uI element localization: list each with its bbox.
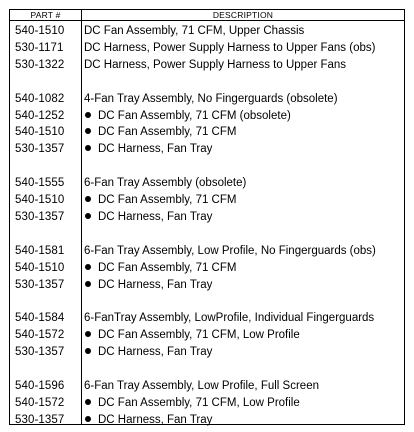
table-row bbox=[10, 395, 404, 411]
part-description-cell bbox=[84, 209, 402, 225]
part-number: 540-1510 bbox=[15, 261, 65, 274]
part-description-cell bbox=[84, 57, 402, 73]
part-description-cell bbox=[84, 378, 402, 394]
bullet-icon bbox=[85, 264, 91, 270]
table-row bbox=[10, 175, 404, 191]
bullet-icon bbox=[85, 348, 91, 354]
table-row bbox=[10, 344, 404, 360]
table-row bbox=[10, 91, 404, 107]
bullet-icon bbox=[85, 112, 91, 118]
part-number: 540-1510 bbox=[15, 194, 65, 206]
part-description-cell bbox=[84, 260, 402, 276]
part-description: DC Harness, Power Supply Harness to Upper Fans (obs) bbox=[84, 41, 376, 54]
part-description: DC Harness, Fan Tray bbox=[98, 346, 213, 359]
table-row bbox=[10, 260, 404, 276]
part-description: DC Fan Assembly, 71 CFM bbox=[98, 261, 237, 274]
part-number: 540-1572 bbox=[15, 396, 65, 409]
part-description-cell bbox=[84, 192, 402, 208]
part-description-cell bbox=[84, 91, 402, 107]
bullet-icon bbox=[85, 145, 91, 151]
part-description-cell bbox=[84, 327, 402, 343]
part-description: 6-Fan Tray Assembly (obsolete) bbox=[84, 177, 247, 190]
part-description: 6-FanTray Assembly, LowProfile, Individual Fingerguards bbox=[84, 312, 375, 325]
table-row bbox=[10, 378, 404, 394]
part-description: DC Fan Assembly, 71 CFM bbox=[98, 126, 237, 139]
table-row bbox=[10, 192, 404, 208]
table-row bbox=[10, 124, 404, 140]
part-description: DC Harness, Fan Tray bbox=[98, 143, 213, 156]
part-description-cell bbox=[84, 243, 402, 259]
part-number: 530-1357 bbox=[15, 413, 65, 426]
table-row bbox=[10, 327, 404, 343]
part-description: DC Harness, Power Supply Harness to Upper Fans bbox=[84, 58, 347, 71]
part-number: 540-1082 bbox=[15, 92, 65, 105]
table-row bbox=[10, 141, 404, 157]
table-row bbox=[10, 209, 404, 225]
bullet-icon bbox=[85, 213, 91, 219]
part-number: 540-1510 bbox=[15, 25, 65, 37]
table-row bbox=[10, 40, 404, 56]
part-number: 540-1584 bbox=[15, 312, 65, 325]
part-description: DC Fan Assembly, 71 CFM (obsolete) bbox=[98, 109, 291, 122]
bullet-icon bbox=[85, 331, 91, 337]
part-description-cell bbox=[84, 395, 402, 411]
part-number-header: PART # bbox=[30, 10, 61, 20]
table-row bbox=[10, 277, 404, 293]
part-description-cell bbox=[84, 40, 402, 56]
part-number: 540-1596 bbox=[15, 379, 65, 392]
bullet-icon bbox=[85, 416, 91, 422]
description-header: DESCRIPTION bbox=[212, 10, 274, 20]
part-description: DC Harness, Fan Tray bbox=[98, 413, 213, 426]
bullet-icon bbox=[85, 128, 91, 134]
part-number: 530-1357 bbox=[15, 210, 65, 223]
table-header bbox=[10, 10, 404, 21]
part-number: 530-1357 bbox=[15, 278, 65, 291]
table-body bbox=[10, 23, 404, 424]
table-row bbox=[10, 412, 404, 428]
table-row bbox=[10, 243, 404, 259]
table-row bbox=[10, 108, 404, 124]
part-number: 540-1510 bbox=[15, 126, 65, 139]
part-description-cell bbox=[84, 108, 402, 124]
part-description-cell bbox=[84, 412, 402, 428]
bullet-icon bbox=[85, 281, 91, 287]
part-number: 530-1357 bbox=[15, 346, 65, 359]
table-row bbox=[10, 57, 404, 73]
part-description-cell bbox=[84, 344, 402, 360]
part-number: 540-1252 bbox=[15, 109, 65, 122]
part-description-cell bbox=[84, 23, 402, 39]
bullet-icon bbox=[85, 399, 91, 405]
part-description: 6-Fan Tray Assembly, Low Profile, Full Screen bbox=[84, 379, 319, 392]
table-row bbox=[10, 23, 404, 39]
part-description: DC Harness, Fan Tray bbox=[98, 278, 213, 291]
part-description-cell bbox=[84, 310, 402, 326]
part-description: DC Fan Assembly, 71 CFM bbox=[98, 194, 237, 206]
part-number: 530-1322 bbox=[15, 58, 65, 71]
part-number: 530-1171 bbox=[15, 41, 64, 54]
part-number: 540-1581 bbox=[15, 244, 65, 257]
part-number: 540-1572 bbox=[15, 329, 65, 342]
part-description-cell bbox=[84, 124, 402, 140]
part-description-cell bbox=[84, 277, 402, 293]
part-number: 540-1555 bbox=[15, 177, 65, 190]
part-description: 4-Fan Tray Assembly, No Fingerguards (obsolete) bbox=[84, 92, 338, 105]
part-description: DC Harness, Fan Tray bbox=[98, 210, 213, 223]
parts-table bbox=[9, 9, 405, 425]
part-number: 530-1357 bbox=[15, 143, 65, 156]
part-description: DC Fan Assembly, 71 CFM, Low Profile bbox=[98, 396, 300, 409]
part-description-cell bbox=[84, 141, 402, 157]
bullet-icon bbox=[85, 196, 91, 202]
part-description: DC Fan Assembly, 71 CFM, Low Profile bbox=[98, 329, 300, 342]
part-description: DC Fan Assembly, 71 CFM, Upper Chassis bbox=[84, 25, 305, 37]
part-description: 6-Fan Tray Assembly, Low Profile, No Fingerguards (obs) bbox=[84, 244, 376, 257]
part-description-cell bbox=[84, 175, 402, 191]
table-row bbox=[10, 310, 404, 326]
